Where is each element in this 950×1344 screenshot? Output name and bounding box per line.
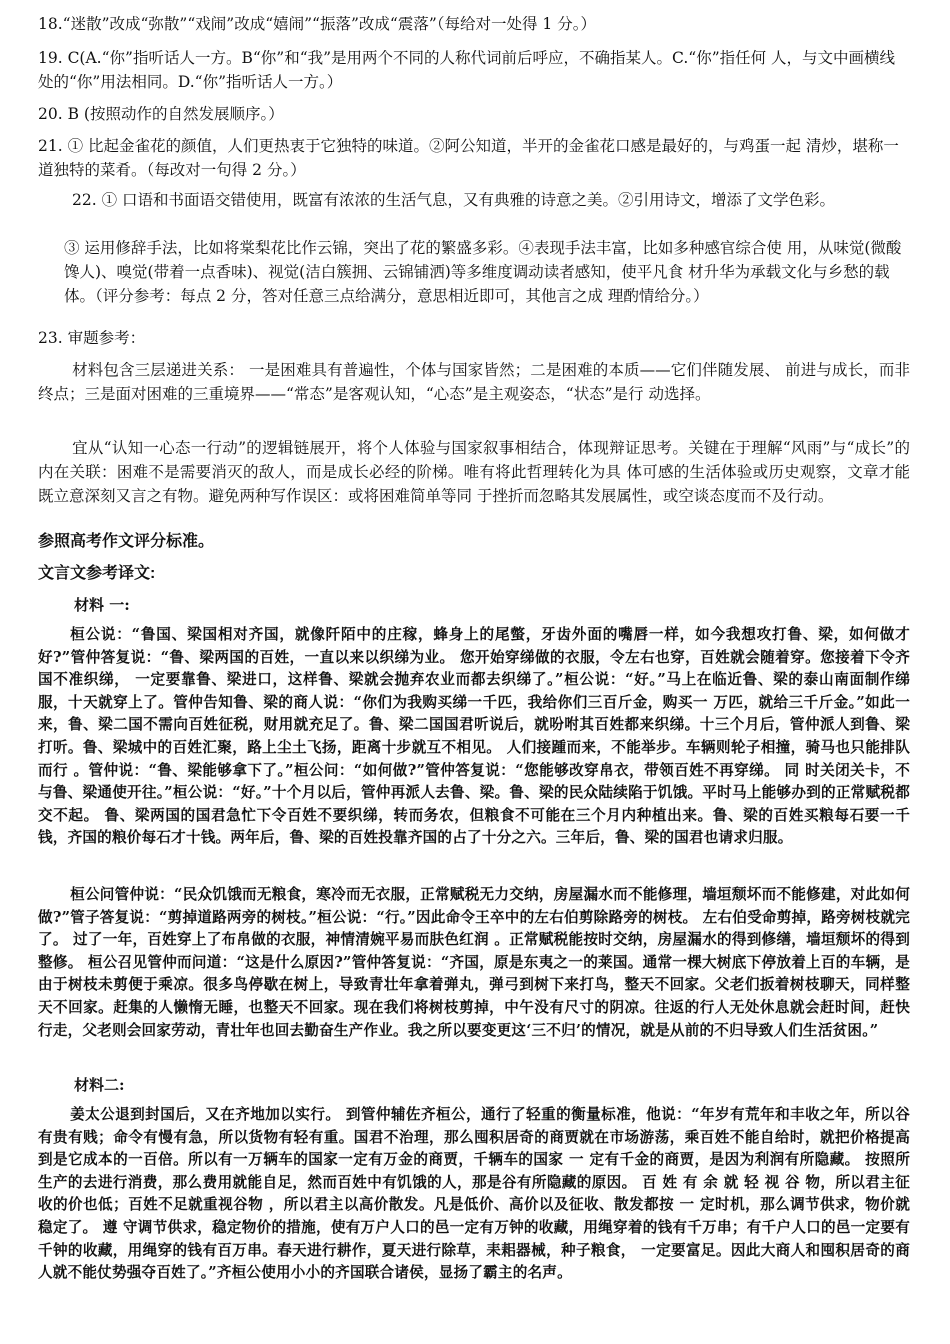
material-1-paragraph-1: 桓公说：“鲁国、梁国相对齐国，就像阡陌中的庄稼，蜂身上的尾螫，牙齿外面的嘴唇一样，如今我想攻打鲁、梁，如何做才好?”管仲答复说：“鲁、梁两国的百姓，一直以来以织绨为业。 您开始穿绨做的衣服，令左右也穿，百姓就会随着穿。您接着下令齐国不准织绨， 一定要靠鲁、梁进口，这样鲁、梁就会抛弃农业而都去织绨了。”桓公说：“好。”马上在临近鲁、梁的泰山南面制作绨服，十天就穿上了。管仲告知鲁、梁的商人说：“你们为我购买绨一千匹，我给你们三百斤金，购买一 万匹，就给三千斤金。”如此一来，鲁、梁二国不需向百姓征税，财用就充足了。鲁、梁二国国君听说后，就吩咐其百姓都来织绨。十三个月后，管仲派人到鲁、梁打听。鲁、梁城中的百姓汇聚，路上尘土飞扬，距离十步就互不相见。 人们接踵而来，不能举步。车辆则轮子相撞，骑马也只能排队而行 。管仲说：“鲁、梁能够拿下了。”桓公问：“如何做?”管仲答复说：“您能够改穿帛衣，带领百姓不再穿绨。 同 时关闭关卡，不与鲁、梁通使开往。”桓公说：“好。”十个月以后，管仲再派人去鲁、梁。鲁、梁的民众陆续陷于饥饿。平时马上能够办到的正常赋税都交不起。 鲁、梁两国的国君急忙下令百姓不要织绨，转而务农，但粮食不可能在三个月内种植出来。鲁、梁的百姓买粮每石要一千钱，齐国的粮价每石才十钱。两年后，鲁、梁的百姓投靠齐国的占了十分之六。三年后，鲁、梁的国君也请求归服。	[38, 626, 910, 847]
material-2-label: 材料二:	[74, 1076, 125, 1094]
answer-20: 20. B (按照动作的自然发展顺序。）	[38, 105, 284, 123]
translation-heading: 文言文参考译文:	[38, 565, 156, 582]
material-1-label: 材料 一:	[74, 596, 130, 614]
answer-22-part2: ③ 运用修辞手法，比如将棠梨花比作云锦，突出了花的繁盛多彩。④表现手法丰富，比如多种感官综合使 用，从味觉(微酸馋人)、嗅觉(带着一点香味)、视觉(洁白簇拥、云锦铺洒)等多维度调动读者感知，使平凡食 材升华为承载文化与乡愁的载体。（评分参考：每点 2 分，答对任意三点给满分，意思相近即可，其他言之成 理酌情给分。）	[64, 239, 902, 305]
scoring-heading: 参照高考作文评分标准。	[38, 533, 215, 550]
answer-21: 21. ① 比起金雀花的颜值，人们更热衷于它独特的味道。②阿公知道，半开的金雀花口感是最好的，与鸡蛋一起 清炒，堪称一道独特的菜肴。（每改对一句得 2 分。）	[38, 137, 899, 179]
answer-19: 19. C(A.“你”指听话人一方。B“你”和“我”是用两个不同的人称代词前后呼应，不确指某人。C.“你”指任何 人，与文中画横线处的“你”用法相同。D.“你”指听话人一方。）	[38, 49, 896, 91]
answer-23-paragraph-1: 材料包含三层递进关系： 一是困难具有普遍性，个体与国家皆然；二是困难的本质——它们伴随发展、 前进与成长，而非终点；三是面对困难的三重境界——“常态”是客观认知，“心态”是主观姿态，“状态”是行 动选择。	[38, 361, 910, 403]
answer-22-part1: 22. ① 口语和书面语交错使用，既富有浓浓的生活气息，又有典雅的诗意之美。②引用诗文，增添了文学色彩。	[72, 191, 836, 209]
answer-18: 18.“迷散”改成“弥散”“戏闹”改成“嬉闹”“振落”改成“震落”（每给对一处得 1 分。）	[38, 15, 596, 33]
material-1-paragraph-2: 桓公问管仲说：“民众饥饿而无粮食，寒冷而无衣服，正常赋税无力交纳，房屋漏水而不能修理，墙垣颓坏而不能修建，对此如何做?”管子答复说：“剪掉道路两旁的树枝。”桓公说：“行。”因此命令王卒中的左右伯剪除路旁的树枝。 左右伯受命剪掉，路旁树枝就完了。 过了一年，百姓穿上了布帛做的衣服，神情清婉平易而肤色红润 。正常赋税能按时交纳，房屋漏水的得到修缮，墙垣颓坏的得到整修。 桓公召见管仲而问道：“这是什么原因?”管仲答复说：“齐国，原是东夷之一的莱国。通常一棵大树底下停放着上百的车辆，是由于树枝未剪便于乘凉。很多鸟停歇在树上，导致青壮年拿着弹丸，弹弓到树下来打鸟，整天不回家。父老们扳着树枝聊天，同样整天不回家。赶集的人懒惰无睡，也整天不回家。现在我们将树枝剪掉，中午没有尺寸的阴凉。往返的行人无处休息就会赶时间，赶快行走，父老则会回家劳动，青壮年也回去勤奋生产作业。我之所以要变更这‘三不归’的情况，就是从前的不归导致人们生活贫困。”	[38, 886, 910, 1039]
answer-23-label: 23. 审题参考：	[38, 329, 146, 347]
answer-23-paragraph-2: 宜从“认知一心态一行动”的逻辑链展开，将个人体验与国家叙事相结合，体现辩证思考。关键在于理解“风雨”与“成长”的内在关联：困难不是需要消灭的敌人，而是成长必经的阶梯。唯有将此哲理转化为具 体可感的生活体验或历史观察，文章才能既立意深刻又言之有物。避免两种写作误区：或将困难简单等同 于挫折而忽略其发展属性，或空谈态度而不及行动。	[38, 439, 910, 505]
material-2-paragraph-1: 姜太公退到封国后，又在齐地加以实行。 到管仲辅佐齐桓公，通行了轻重的衡量标准，他说：“年岁有荒年和丰收之年，所以谷有贵有贱；命令有慢有急，所以货物有轻有重。国君不治理，那么囤积居奇的商贾就在市场游荡，乘百姓不能自给时，就把价格提高到是它成本的一百倍。所以有一万辆车的国家一定有万金的商贾，千辆车的国家 一 定有千金的商贾，是因为利润有所隐藏。 按照所生产的去进行消费，那么费用就能自足，然而百姓中有饥饿的人，那是谷有所隐藏的原因。 百 姓 有 余 就 轻 视 谷 物，所以君主征收的价也低；百姓不足就重视谷物 ，所以君主以高价散发。凡是低价、高价以及征收、散发都按 一 定时机，那么调节供求，物价就稳定了。 遵 守调节供求，稳定物价的措施，使有万户人口的邑一定有万钟的收藏，用绳穿着的钱有千万串；有千户人口的邑一定要有千钟的收藏，用绳穿的钱有百万串。春天进行耕作，夏天进行除草，耒耜器械，种子粮食， 一定要富足。因此大商人和囤积居奇的商人就不能仗势强夺百姓了。”齐桓公使用小小的齐国联合诸侯，显扬了霸主的名声。	[38, 1106, 910, 1282]
